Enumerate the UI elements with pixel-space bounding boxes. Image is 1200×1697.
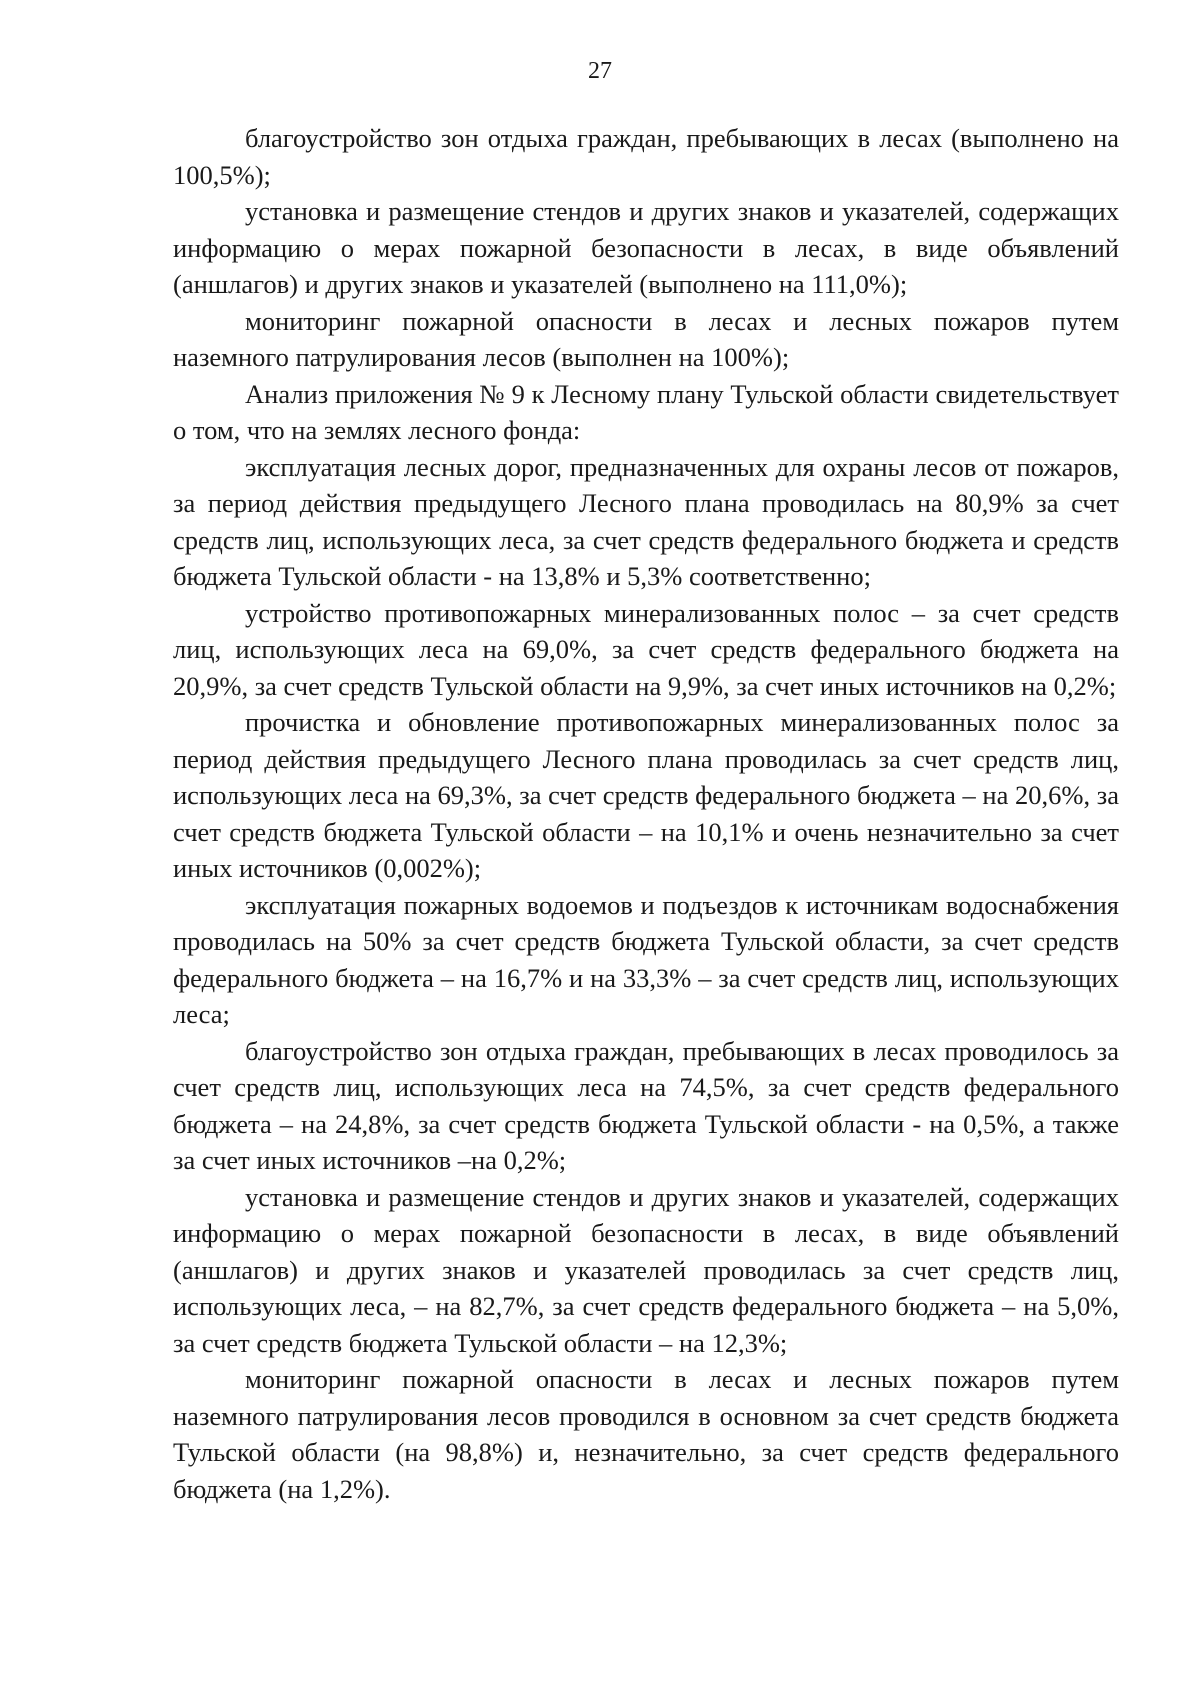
paragraph-recreation-zones-status: благоустройство зон отдыха граждан, пребывающих в лесах (выполнено на 100,5%); (173, 123, 1119, 190)
paragraph-monitoring-funding: мониторинг пожарной опасности в лесах и лесных пожаров путем наземного патрулирования лесов проводился в основном за счет средств бюджета Тульской области (на 98,8%) и, незначительно, за счет средств федерального бюджета (на 1,2%). (173, 1364, 1119, 1504)
paragraph-signs-funding: установка и размещение стендов и других знаков и указателей, содержащих информацию о мерах пожарной безопасности в лесах, в виде объявлений (аншлагов) и других знаков и указателей проводилась за счет средств лиц, использующих леса, – на 82,7%, за счет средств федерального бюджета – на 5,0%, за счет средств бюджета Тульской области – на 12,3%; (173, 1181, 1119, 1358)
paragraph-signs-status: установка и размещение стендов и других знаков и указателей, содержащих информацию о мерах пожарной безопасности в лесах, в виде объявлений (аншлагов) и других знаков и указателей (выполнено на 111,0%); (173, 196, 1119, 299)
page-number: 27 (588, 58, 612, 84)
paragraph-firebreaks-maintenance: прочистка и обновление противопожарных минерализованных полос за период действия предыдущего Лесного плана проводилась за счет средств лиц, использующих леса на 69,3%, за счет средств федерального бюджета – на 20,6%, за счет средств бюджета Тульской области – на 10,1% и очень незначительно за счет иных источников (0,002%); (173, 707, 1119, 883)
document-body (173, 120, 1119, 1507)
paragraph-recreation-zones-funding: благоустройство зон отдыха граждан, пребывающих в лесах проводилось за счет средств лиц, использующих леса на 74,5%, за счет средств федерального бюджета – на 24,8%, за счет средств бюджета Тульской области - на 0,5%, а также за счет иных источников –на 0,2%; (173, 1035, 1119, 1175)
paragraph-monitoring-status: мониторинг пожарной опасности в лесах и лесных пожаров путем наземного патрулирования лесов (выполнен на 100%); (173, 305, 1119, 372)
paragraph-firebreaks-construction: устройство противопожарных минерализованных полос – за счет средств лиц, использующих леса на 69,0%, за счет средств федерального бюджета на 20,9%, за счет средств Тульской области на 9,9%, за счет иных источников на 0,2%; (173, 597, 1119, 701)
paragraph-appendix-analysis: Анализ приложения № 9 к Лесному плану Тульской области свидетельствует о том, что на землях лесного фонда: (173, 378, 1119, 445)
paragraph-forest-roads: эксплуатация лесных дорог, предназначенных для охраны лесов от пожаров, за период действия предыдущего Лесного плана проводилась на 80,9% за счет средств лиц, использующих леса, за счет средств федерального бюджета и средств бюджета Тульской области - на 13,8% и 5,3% соответственно; (173, 451, 1119, 591)
paragraph-fire-reservoirs: эксплуатация пожарных водоемов и подъездов к источникам водоснабжения проводилась на 50% за счет средств бюджета Тульской области, за счет средств федерального бюджета – на 16,7% и на 33,3% – за счет средств лиц, использующих леса; (173, 889, 1119, 1029)
